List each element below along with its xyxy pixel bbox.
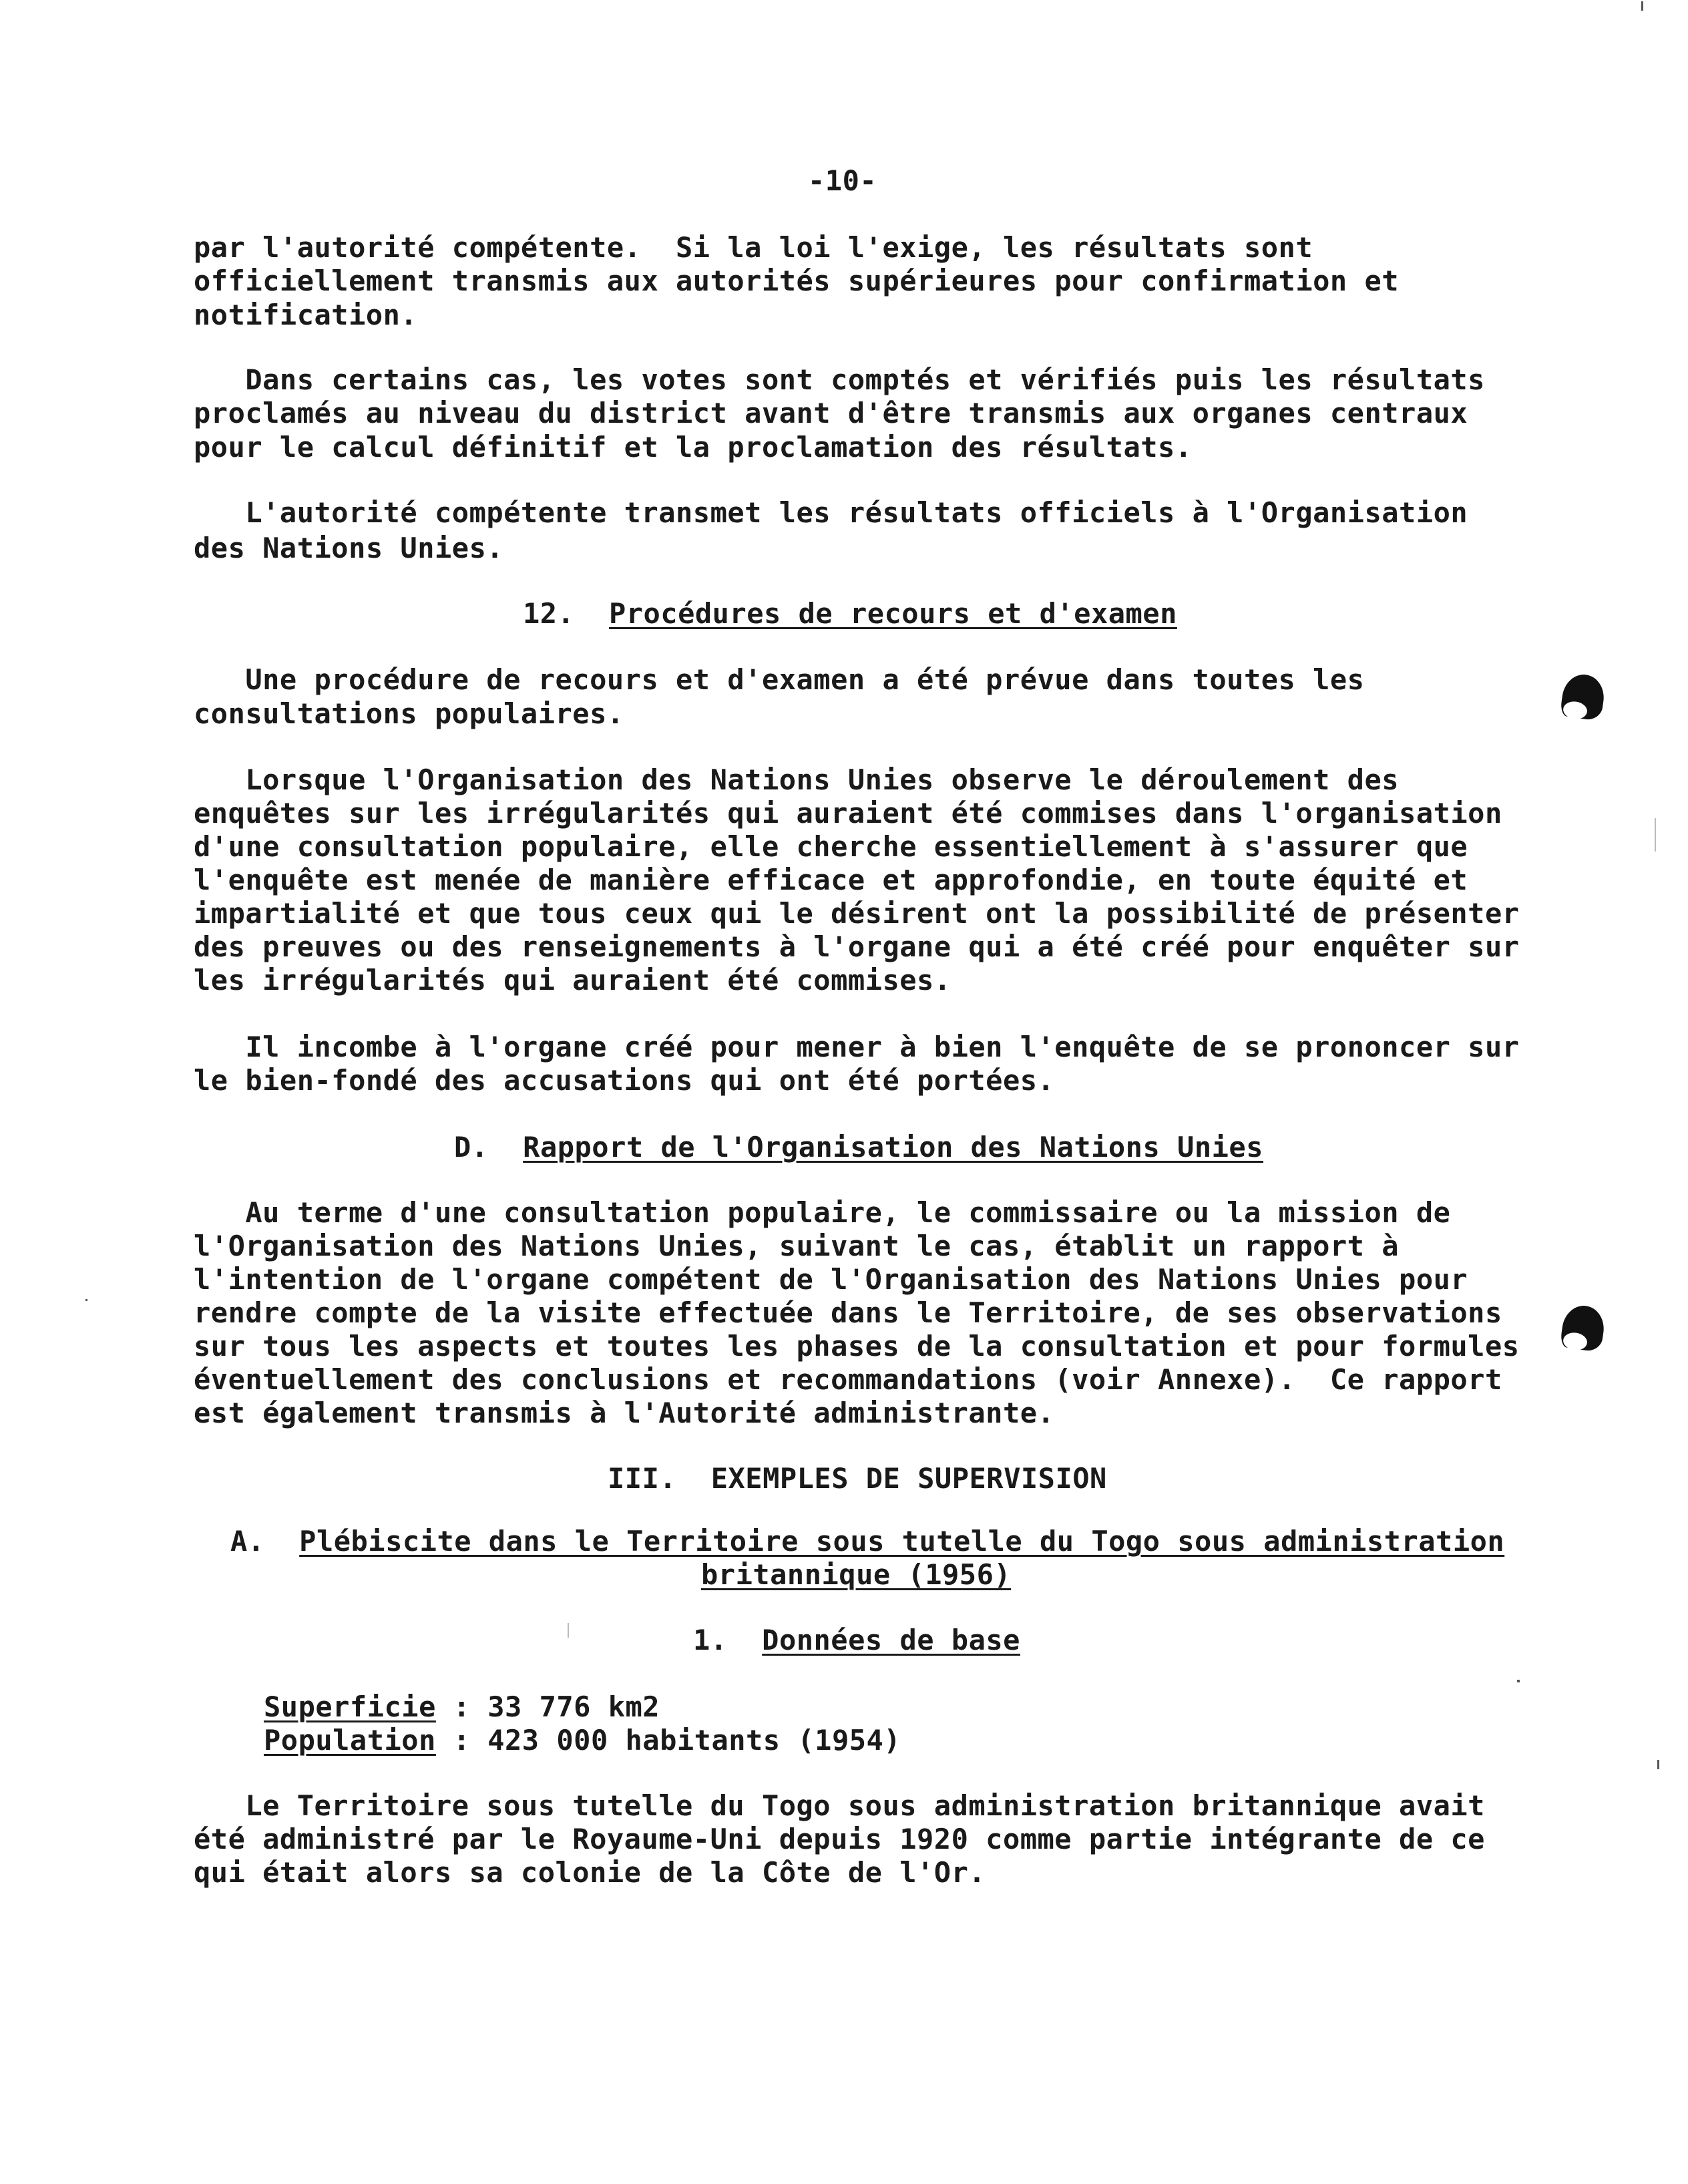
heading-12 — [523, 596, 1177, 631]
para5-line4: l'enquête est menée de manière efficace et approfondie, en toute équité et — [194, 864, 1468, 896]
para2-line1: Dans certains cas, les votes sont comptés et vérifiés puis les résultats — [194, 363, 1485, 396]
heading-a-letter: A. — [230, 1525, 265, 1558]
para7-line4: rendre compte de la visite effectuée dans le Territoire, de ses observations — [194, 1296, 1502, 1329]
heading-iii: III. EXEMPLES DE SUPERVISION — [608, 1462, 1107, 1495]
heading-1-title: Données de base — [762, 1624, 1020, 1656]
para4-line1: Une procédure de recours et d'examen a été prévue dans toutes les — [194, 663, 1365, 696]
para7-line3: l'intention de l'organe compétent de l'Organisation des Nations Unies pour — [194, 1263, 1468, 1296]
fact-population — [264, 1723, 901, 1758]
population-value: : 423 000 habitants (1954) — [435, 1724, 901, 1757]
heading-a-title-line2: britannique (1956) — [701, 1558, 1012, 1591]
para6-line2: le bien-fondé des accusations qui ont été portées. — [194, 1064, 1055, 1097]
para5-line7: les irrégularités qui auraient été commises. — [194, 964, 952, 996]
scan-speck — [85, 1299, 87, 1301]
para5-line6: des preuves ou des renseignements à l'organe qui a été créé pour enquêter sur — [194, 930, 1520, 963]
para7-line1: Au terme d'une consultation populaire, le commissaire ou la mission de — [194, 1196, 1451, 1229]
scan-speck — [1655, 818, 1656, 852]
scan-speck — [1517, 1680, 1520, 1682]
heading-1-number: 1. — [693, 1624, 728, 1656]
page-number: -10- — [808, 164, 877, 197]
binding-hole-mark-upper — [1560, 672, 1607, 721]
para8-line1: Le Territoire sous tutelle du Togo sous administration britannique avait — [194, 1789, 1485, 1822]
para5-line2: enquêtes sur les irrégularités qui auraient été commises dans l'organisation — [194, 797, 1502, 830]
heading-1 — [693, 1623, 1020, 1658]
para3-line2: des Nations Unies. — [194, 532, 504, 564]
para6-line1: Il incombe à l'organe créé pour mener à bien l'enquête de se prononcer sur — [194, 1031, 1520, 1063]
para3-line1: L'autorité compétente transmet les résultats officiels à l'Organisation — [194, 496, 1468, 529]
heading-12-title: Procédures de recours et d'examen — [608, 597, 1177, 630]
heading-d-letter: D. — [454, 1131, 489, 1163]
para8-line2: été administré par le Royaume-Uni depuis 1920 comme partie intégrante de ce — [194, 1823, 1485, 1855]
scan-speck — [1657, 1760, 1659, 1769]
para5-line3: d'une consultation populaire, elle cherche essentiellement à s'assurer que — [194, 830, 1468, 863]
superficie-value: : 33 776 km2 — [435, 1690, 660, 1723]
heading-d-title: Rapport de l'Organisation des Nations Unies — [523, 1131, 1263, 1163]
para4-line2: consultations populaires. — [194, 697, 624, 730]
para7-line2: l'Organisation des Nations Unies, suivant le cas, établit un rapport à — [194, 1230, 1400, 1262]
heading-12-number: 12. — [523, 597, 575, 630]
heading-a-line2 — [701, 1558, 1011, 1592]
para2-line3: pour le calcul définitif et la proclamation des résultats. — [194, 431, 1193, 464]
superficie-label: Superficie — [264, 1690, 436, 1723]
para1-line3: notification. — [194, 299, 418, 331]
heading-a-line1 — [230, 1524, 1504, 1559]
para1-line1: par l'autorité compétente. Si la loi l'exige, les résultats sont — [194, 231, 1313, 264]
para1-line2: officiellement transmis aux autorités supérieures pour confirmation et — [194, 264, 1400, 297]
binding-hole-mark-lower — [1560, 1303, 1607, 1352]
heading-a-title-line1: Plébiscite dans le Territoire sous tutelle du Togo sous administration — [299, 1525, 1505, 1558]
scan-speck — [568, 1623, 569, 1638]
population-label: Population — [264, 1724, 436, 1757]
para7-line7: est également transmis à l'Autorité administrante. — [194, 1397, 1055, 1429]
heading-d — [454, 1130, 1263, 1165]
para7-line5: sur tous les aspects et toutes les phases de la consultation et pour formules — [194, 1330, 1520, 1362]
para8-line3: qui était alors sa colonie de la Côte de l'Or. — [194, 1856, 986, 1889]
fact-superficie — [264, 1690, 660, 1724]
para2-line2: proclamés au niveau du district avant d'être transmis aux organes centraux — [194, 397, 1468, 429]
para5-line5: impartialité et que tous ceux qui le désirent ont la possibilité de présenter — [194, 897, 1520, 930]
para7-line6: éventuellement des conclusions et recommandations (voir Annexe). Ce rapport — [194, 1363, 1502, 1396]
para5-line1: Lorsque l'Organisation des Nations Unies observe le déroulement des — [194, 763, 1400, 796]
scan-speck — [1641, 1, 1643, 11]
